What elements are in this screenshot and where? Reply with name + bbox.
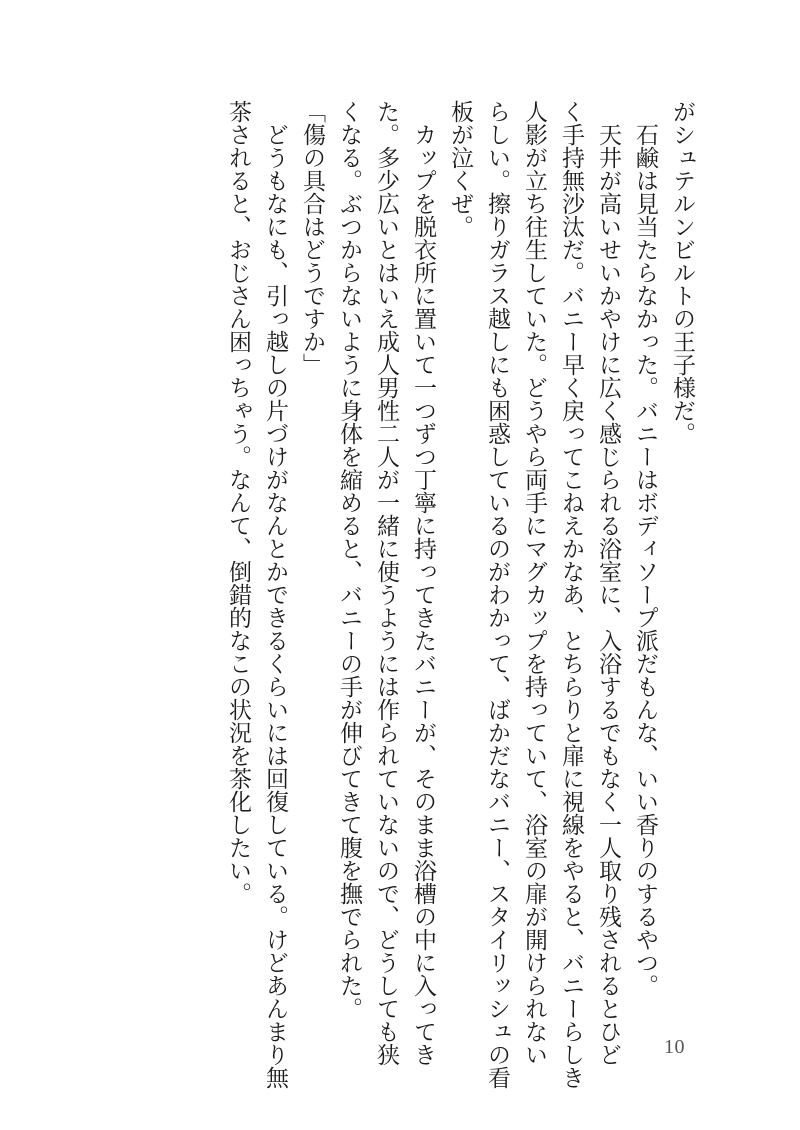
text-line-1: がシュテルンビルトの王子様だ。	[669, 100, 695, 445]
text-line-4: く手持無沙汰だ。バニー早く戻ってこねえかなあ、とちらりと扉に視線をやると、バニーらしき	[558, 100, 584, 1089]
text-line-8: カップを脱衣所に置いて一つずつ丁寧に持ってきたバニーが、そのまま浴槽の中に入ってき	[410, 100, 436, 1066]
text-line-9: た。多少広いとはいえ成人男性二人が一緒に使うようには作られていないので、どうしても狭	[373, 100, 399, 1066]
text-line-3: 天井が高いせいかやけに広く感じられる浴室に、入浴するでもなく一人取り残されるとひど	[595, 100, 621, 1066]
text-line-13: 茶されると、おじさん困っちゃう。なんて、倒錯的なこの状況を茶化したい。	[225, 100, 251, 905]
text-line-7: 板が泣くぜ。	[447, 100, 473, 238]
text-line-2: 石鹸は見当たらなかった。バニーはボディソープ派だもんな、いい香りのするやつ。	[632, 100, 658, 997]
text-line-5: 人影が立ち往生していた。どうやら両手にマグカップを持っていて、浴室の扉が開けられない	[521, 100, 547, 1066]
text-line-12: どうもなにも、引っ越しの片づけがなんとかできるくらいには回復している。けどあんまり無	[262, 100, 288, 1089]
text-line-6: らしい。擦りガラス越しにも困惑しているのがわかって、ばかだなバニー、スタイリッシュの看	[484, 100, 510, 1089]
text-line-11: 「傷の具合はどうですか」	[299, 100, 325, 376]
page-number: 10	[664, 1036, 685, 1058]
text-line-10: くなる。ぶつからないように身体を縮めると、バニーの手が伸びてきて腹を撫でられた。	[336, 100, 362, 1020]
